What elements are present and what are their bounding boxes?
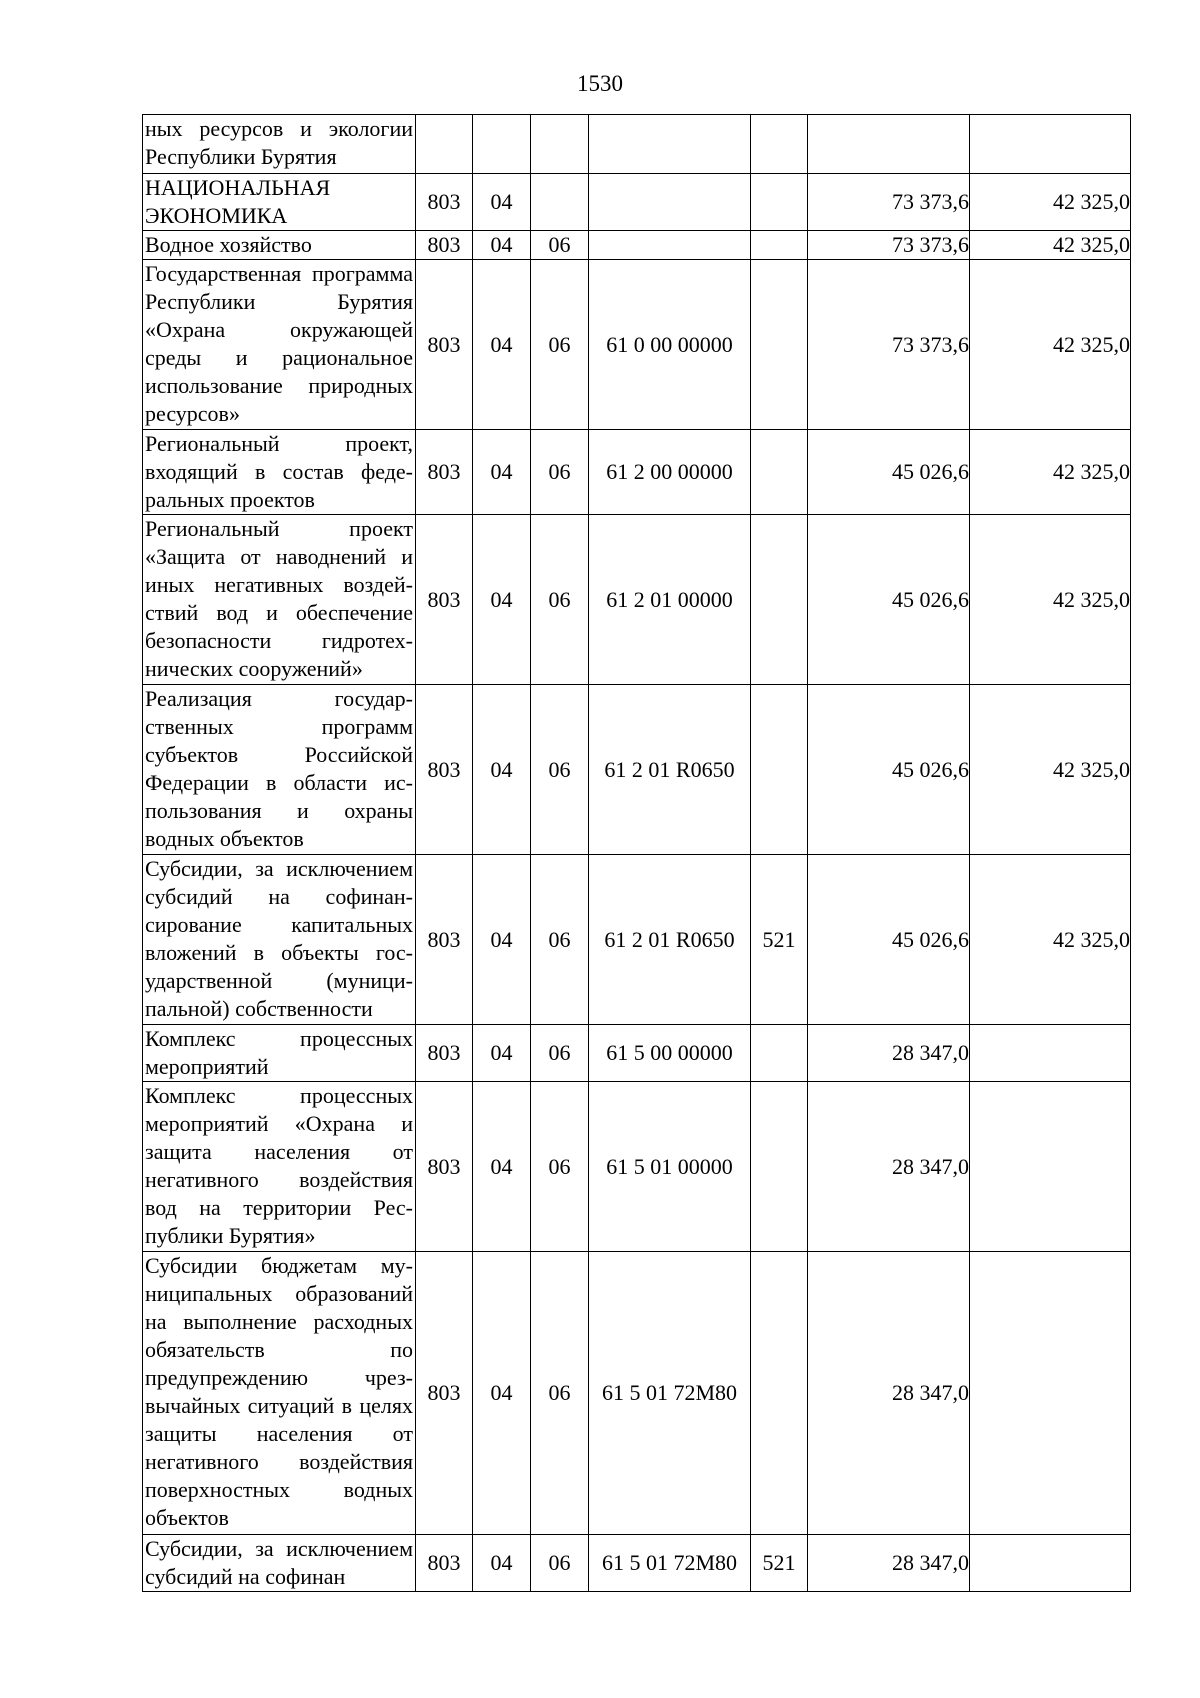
subsection-code-cell: 06: [531, 430, 589, 515]
amount-year1-cell: 73 373,6: [808, 260, 970, 430]
table-row: [143, 1535, 1131, 1592]
amount-year2-cell: 42 325,0: [970, 174, 1131, 231]
target-article-cell: 61 0 00 00000: [589, 260, 751, 430]
section-code-cell: 04: [473, 260, 531, 430]
ved-code-cell: 803: [416, 515, 473, 685]
amount-year2-cell: [970, 1082, 1131, 1252]
ved-code-cell: 803: [416, 260, 473, 430]
section-code-cell: 04: [473, 430, 531, 515]
section-code-cell: 04: [473, 1025, 531, 1082]
amount-year1-cell: 28 347,0: [808, 1025, 970, 1082]
amount-year2-cell: [970, 115, 1131, 174]
item-name-cell: НАЦИОНАЛЬНАЯ ЭКОНОМИКА: [143, 174, 416, 231]
table-row: [143, 1252, 1131, 1535]
section-code-cell: 04: [473, 1082, 531, 1252]
item-name-cell: Водное хозяйство: [143, 231, 416, 260]
budget-table: [142, 114, 1131, 1592]
item-name-cell: Субсидии бюджетам муниципальных образований на выполнение расходных обязательств по предупреждению чрезвычайных ситуаций в целях защиты населения от негативного воздействия поверхностных водных объектов: [143, 1252, 416, 1535]
ved-code-cell: 803: [416, 685, 473, 855]
table-row: [143, 1082, 1131, 1252]
amount-year2-cell: 42 325,0: [970, 430, 1131, 515]
expense-type-cell: [751, 1252, 808, 1535]
table-row: [143, 685, 1131, 855]
ved-code-cell: [416, 115, 473, 174]
item-name-cell: Региональный проект, входящий в состав федеральных проектов: [143, 430, 416, 515]
item-name-cell: Государственная программа Республики Бурятия «Охрана окружающей среды и рациональное использование природных ресурсов»: [143, 260, 416, 430]
table-row: [143, 515, 1131, 685]
table-row: [143, 260, 1131, 430]
expense-type-cell: [751, 115, 808, 174]
amount-year2-cell: [970, 1025, 1131, 1082]
expense-type-cell: [751, 685, 808, 855]
table-row: [143, 1025, 1131, 1082]
section-code-cell: 04: [473, 231, 531, 260]
amount-year1-cell: 73 373,6: [808, 174, 970, 231]
amount-year2-cell: 42 325,0: [970, 685, 1131, 855]
ved-code-cell: 803: [416, 1535, 473, 1592]
section-code-cell: 04: [473, 1252, 531, 1535]
amount-year1-cell: 28 347,0: [808, 1252, 970, 1535]
ved-code-cell: 803: [416, 1025, 473, 1082]
target-article-cell: 61 5 01 00000: [589, 1082, 751, 1252]
expense-type-cell: [751, 260, 808, 430]
target-article-cell: 61 5 01 72М80: [589, 1535, 751, 1592]
expense-type-cell: 521: [751, 1535, 808, 1592]
subsection-code-cell: 06: [531, 1535, 589, 1592]
target-article-cell: 61 5 01 72М80: [589, 1252, 751, 1535]
target-article-cell: 61 5 00 00000: [589, 1025, 751, 1082]
target-article-cell: 61 2 00 00000: [589, 430, 751, 515]
subsection-code-cell: 06: [531, 515, 589, 685]
table-row: [143, 855, 1131, 1025]
amount-year2-cell: 42 325,0: [970, 231, 1131, 260]
section-code-cell: 04: [473, 855, 531, 1025]
amount-year1-cell: 45 026,6: [808, 515, 970, 685]
amount-year2-cell: [970, 1535, 1131, 1592]
amount-year2-cell: [970, 1252, 1131, 1535]
item-name-cell: Комплекс процессных мероприятий: [143, 1025, 416, 1082]
amount-year1-cell: 73 373,6: [808, 231, 970, 260]
ved-code-cell: 803: [416, 1082, 473, 1252]
target-article-cell: 61 2 01 00000: [589, 515, 751, 685]
subsection-code-cell: 06: [531, 260, 589, 430]
target-article-cell: [589, 115, 751, 174]
expense-type-cell: [751, 515, 808, 685]
ved-code-cell: 803: [416, 430, 473, 515]
subsection-code-cell: 06: [531, 1252, 589, 1535]
expense-type-cell: [751, 430, 808, 515]
expense-type-cell: [751, 231, 808, 260]
table-row: [143, 231, 1131, 260]
section-code-cell: 04: [473, 685, 531, 855]
expense-type-cell: 521: [751, 855, 808, 1025]
target-article-cell: [589, 231, 751, 260]
amount-year1-cell: 45 026,6: [808, 855, 970, 1025]
subsection-code-cell: 06: [531, 231, 589, 260]
amount-year1-cell: 45 026,6: [808, 685, 970, 855]
subsection-code-cell: [531, 174, 589, 231]
item-name-cell: Комплекс процессных мероприятий «Охрана и защита населения от негативного воздействия вод на территории Республики Бурятия»: [143, 1082, 416, 1252]
table-row: [143, 430, 1131, 515]
table-row: [143, 174, 1131, 231]
amount-year2-cell: 42 325,0: [970, 515, 1131, 685]
amount-year1-cell: [808, 115, 970, 174]
subsection-code-cell: [531, 115, 589, 174]
subsection-code-cell: 06: [531, 685, 589, 855]
ved-code-cell: 803: [416, 231, 473, 260]
table-row: [143, 115, 1131, 174]
item-name-cell: ных ресурсов и экологии Республики Бурятия: [143, 115, 416, 174]
item-name-cell: Реализация государственных программ субъектов Российской Федерации в области использования и охраны водных объектов: [143, 685, 416, 855]
amount-year1-cell: 28 347,0: [808, 1082, 970, 1252]
target-article-cell: 61 2 01 R0650: [589, 855, 751, 1025]
item-name-cell: Субсидии, за исключением субсидий на софинан: [143, 1535, 416, 1592]
section-code-cell: 04: [473, 515, 531, 685]
section-code-cell: [473, 115, 531, 174]
amount-year1-cell: 45 026,6: [808, 430, 970, 515]
amount-year1-cell: 28 347,0: [808, 1535, 970, 1592]
section-code-cell: 04: [473, 174, 531, 231]
ved-code-cell: 803: [416, 174, 473, 231]
ved-code-cell: 803: [416, 855, 473, 1025]
subsection-code-cell: 06: [531, 855, 589, 1025]
expense-type-cell: [751, 1082, 808, 1252]
expense-type-cell: [751, 1025, 808, 1082]
amount-year2-cell: 42 325,0: [970, 260, 1131, 430]
page-number: 1530: [577, 71, 623, 96]
budget-table-body: [143, 115, 1131, 1592]
target-article-cell: [589, 174, 751, 231]
target-article-cell: 61 2 01 R0650: [589, 685, 751, 855]
ved-code-cell: 803: [416, 1252, 473, 1535]
subsection-code-cell: 06: [531, 1082, 589, 1252]
subsection-code-cell: 06: [531, 1025, 589, 1082]
expense-type-cell: [751, 174, 808, 231]
section-code-cell: 04: [473, 1535, 531, 1592]
item-name-cell: Региональный проект «Защита от наводнений и иных негативных воздействий вод и обеспечение безопасности гидротехнических сооружений»: [143, 515, 416, 685]
amount-year2-cell: 42 325,0: [970, 855, 1131, 1025]
item-name-cell: Субсидии, за исключением субсидий на софинансирование капитальных вложений в объекты государственной (муниципальной) собственности: [143, 855, 416, 1025]
